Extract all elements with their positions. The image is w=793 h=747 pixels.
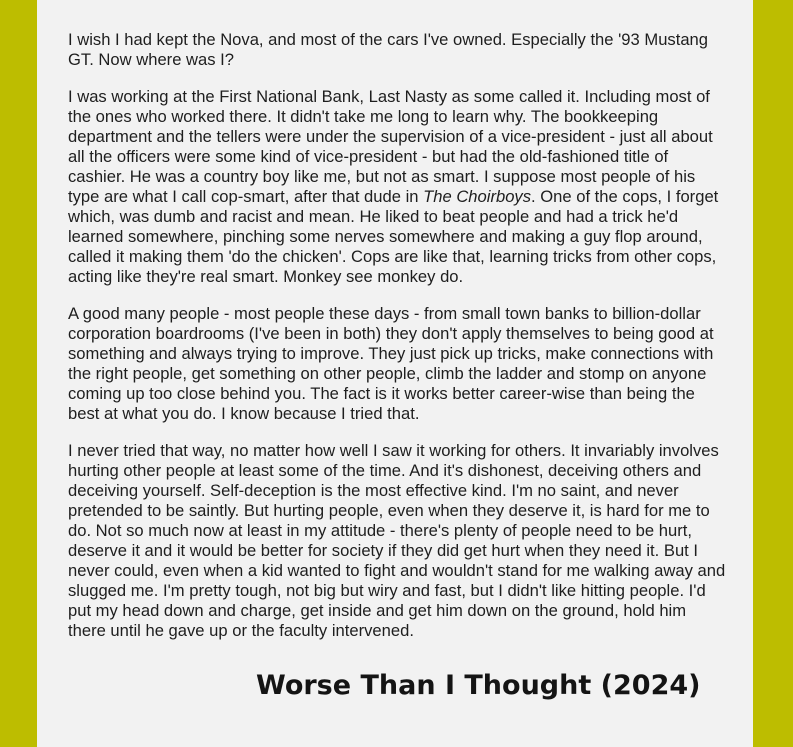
page-panel xyxy=(37,0,753,747)
book-title-the-choirboys: The Choirboys xyxy=(423,187,532,206)
paragraph-2 xyxy=(68,87,726,287)
article-title: Worse Than I Thought (2024) xyxy=(256,670,701,701)
article-body xyxy=(68,30,726,658)
paragraph-1: I wish I had kept the Nova, and most of the cars I've owned. Especially the '93 Mustang GT. Now where was I? xyxy=(68,30,709,69)
paragraph-3: A good many people - most people these days - from small town banks to billion-dollar corporation boardrooms (I've been in both) they don't apply themselves to being good at something and always trying to improve. They just pick up tricks, make connections with the right people, get something on other people, climb the ladder and stomp on anyone coming up too close behind you. The fact is it works better career-wise than being the best at what you do. I know because I tried that. xyxy=(68,304,714,423)
paragraph-2-text-after: . One of the cops, I forget which, was dumb and racist and mean. He liked to beat people and had a trick he'd learned somewhere, pinching some nerves somewhere and making a guy flop around, called it making them 'do the chicken'. Cops are like that, learning tricks from other cops, acting like they're real smart. Monkey see monkey do. xyxy=(68,187,719,286)
paragraph-2-text-before: I was working at the First National Bank, Last Nasty as some called it. Including most of the ones who worked there. It didn't take me long to learn why. The bookkeeping department and the tellers were under the supervision of a vice-president - just all about all the officers were some kind of vice-president - but had the old-fashioned title of cashier. He was a country boy like me, but not as smart. I suppose most people of his type are what I call cop-smart, after that dude in xyxy=(68,87,713,206)
paragraph-4: I never tried that way, no matter how well I saw it working for others. It invariably involves hurting other people at least some of the time. And it's dishonest, deceiving others and deceiving yourself. Self-deception is the most effective kind. I'm no saint, and never pretended to be saintly. But hurting people, even when they deserve it, is hard for me to do. Not so much now at least in my attitude - there's plenty of people need to be hurt, deserve it and it would be better for society if they did get hurt when they need it. But I never could, even when a kid wanted to fight and wouldn't stand for me walking away and slugged me. I'm pretty tough, not big but wiry and fast, but I didn't like hitting people. I'd put my head down and charge, get inside and get him down on the ground, hold him there until he gave up or the faculty intervened. xyxy=(68,441,726,640)
